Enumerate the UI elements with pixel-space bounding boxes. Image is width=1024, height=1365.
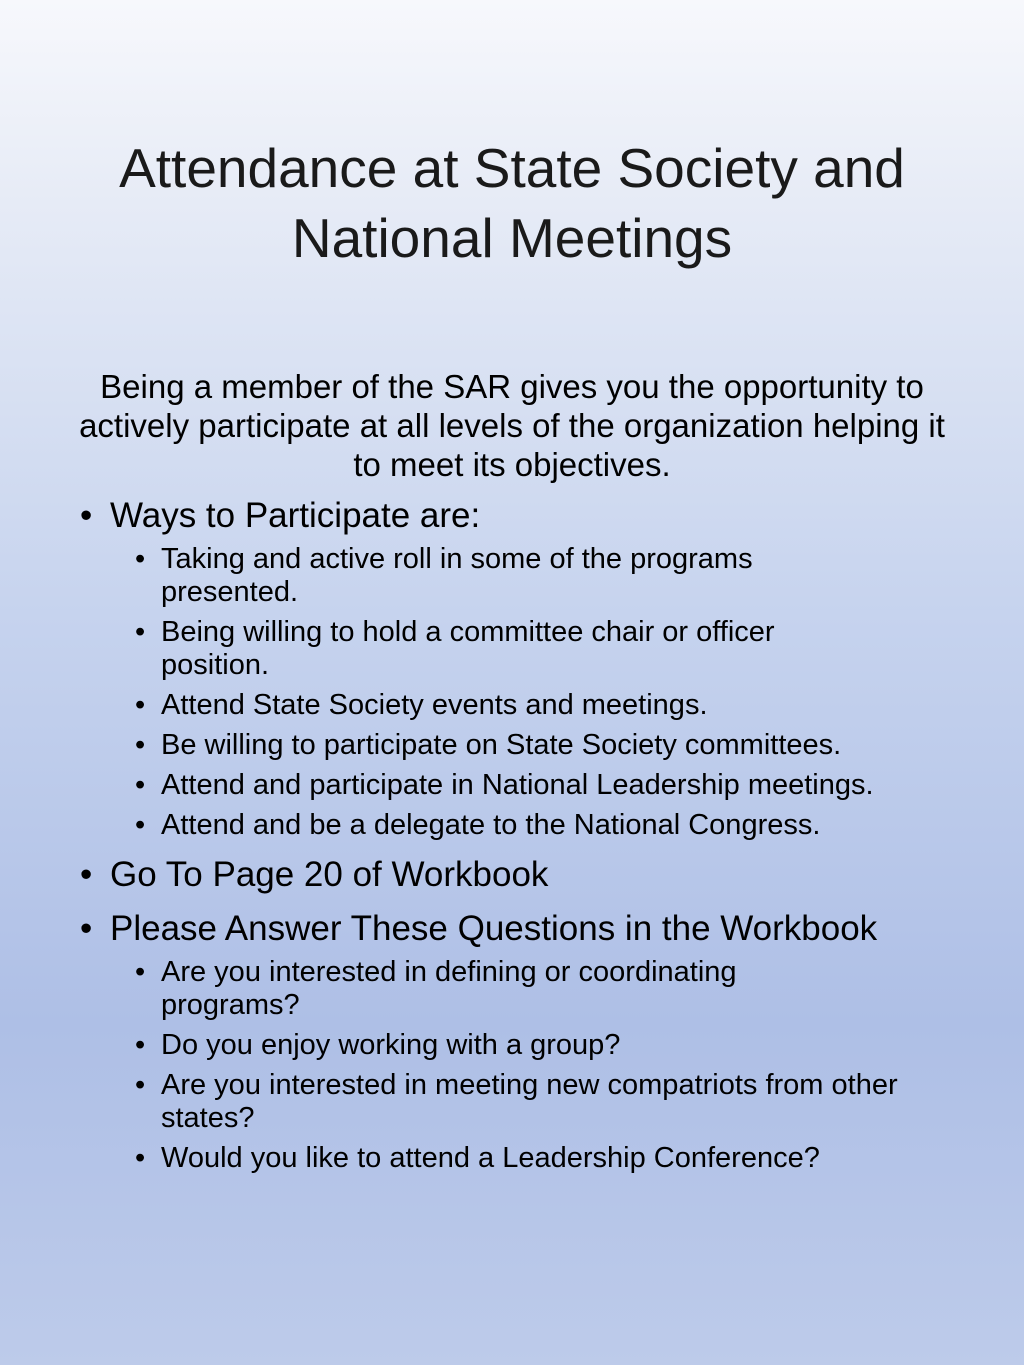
sub-bullet-glyph: • (135, 1069, 146, 1101)
sub-bullet-list (110, 956, 1000, 1175)
bullet-ways-to-participate (80, 495, 1000, 842)
bullet-answer-questions (80, 908, 1000, 1175)
sub-bullet (110, 1069, 921, 1135)
sub-bullet-glyph: • (135, 809, 146, 841)
bullet-text: Please Answer These Questions in the Workbook (110, 909, 878, 948)
sub-bullet (110, 956, 861, 1022)
sub-bullet (110, 769, 961, 802)
sub-bullet-glyph: • (135, 956, 146, 988)
bullet-text: Ways to Participate are: (110, 496, 481, 535)
sub-bullet (110, 689, 961, 722)
bullet-list (80, 495, 1000, 1187)
sub-bullet-text: Attend and be a delegate to the National Congress. (161, 809, 821, 841)
sub-bullet-glyph: • (135, 689, 146, 721)
sub-bullet (110, 729, 961, 762)
sub-bullet-glyph: • (135, 543, 146, 575)
sub-bullet-text: Being willing to hold a committee chair or officer position. (161, 616, 775, 681)
sub-bullet-text: Attend and participate in National Leadership meetings. (161, 769, 874, 801)
sub-bullet-text: Do you enjoy working with a group? (161, 1029, 621, 1061)
bullet-go-to-page (80, 854, 1000, 896)
sub-bullet (110, 616, 861, 682)
sub-bullet-text: Are you interested in defining or coordinating programs? (161, 956, 737, 1021)
bullet-text: Go To Page 20 of Workbook (110, 855, 549, 894)
intro-paragraph: Being a member of the SAR gives you the opportunity to actively participate at all levels of the organization helping it to meet its objectives. (79, 368, 945, 483)
sub-bullet-list (110, 543, 1000, 842)
sub-bullet-text: Are you interested in meeting new compatriots from other states? (161, 1069, 898, 1134)
sub-bullet (110, 1142, 961, 1175)
sub-bullet-text: Taking and active roll in some of the programs presented. (161, 543, 753, 608)
bullet-glyph: • (80, 855, 93, 894)
sub-bullet-text: Attend State Society events and meetings. (161, 689, 708, 721)
sub-bullet-glyph: • (135, 1142, 146, 1174)
bullet-glyph: • (80, 496, 93, 535)
sub-bullet-text: Be willing to participate on State Society committees. (161, 729, 842, 761)
sub-bullet-glyph: • (135, 729, 146, 761)
bullet-glyph: • (80, 909, 93, 948)
sub-bullet (110, 1029, 961, 1062)
sub-bullet (110, 809, 961, 842)
sub-bullet-glyph: • (135, 616, 146, 648)
sub-bullet-text: Would you like to attend a Leadership Conference? (161, 1142, 820, 1174)
slide-title: Attendance at State Society and National Meetings (119, 137, 905, 269)
sub-bullet-glyph: • (135, 769, 146, 801)
sub-bullet-glyph: • (135, 1029, 146, 1061)
sub-bullet (110, 543, 861, 609)
